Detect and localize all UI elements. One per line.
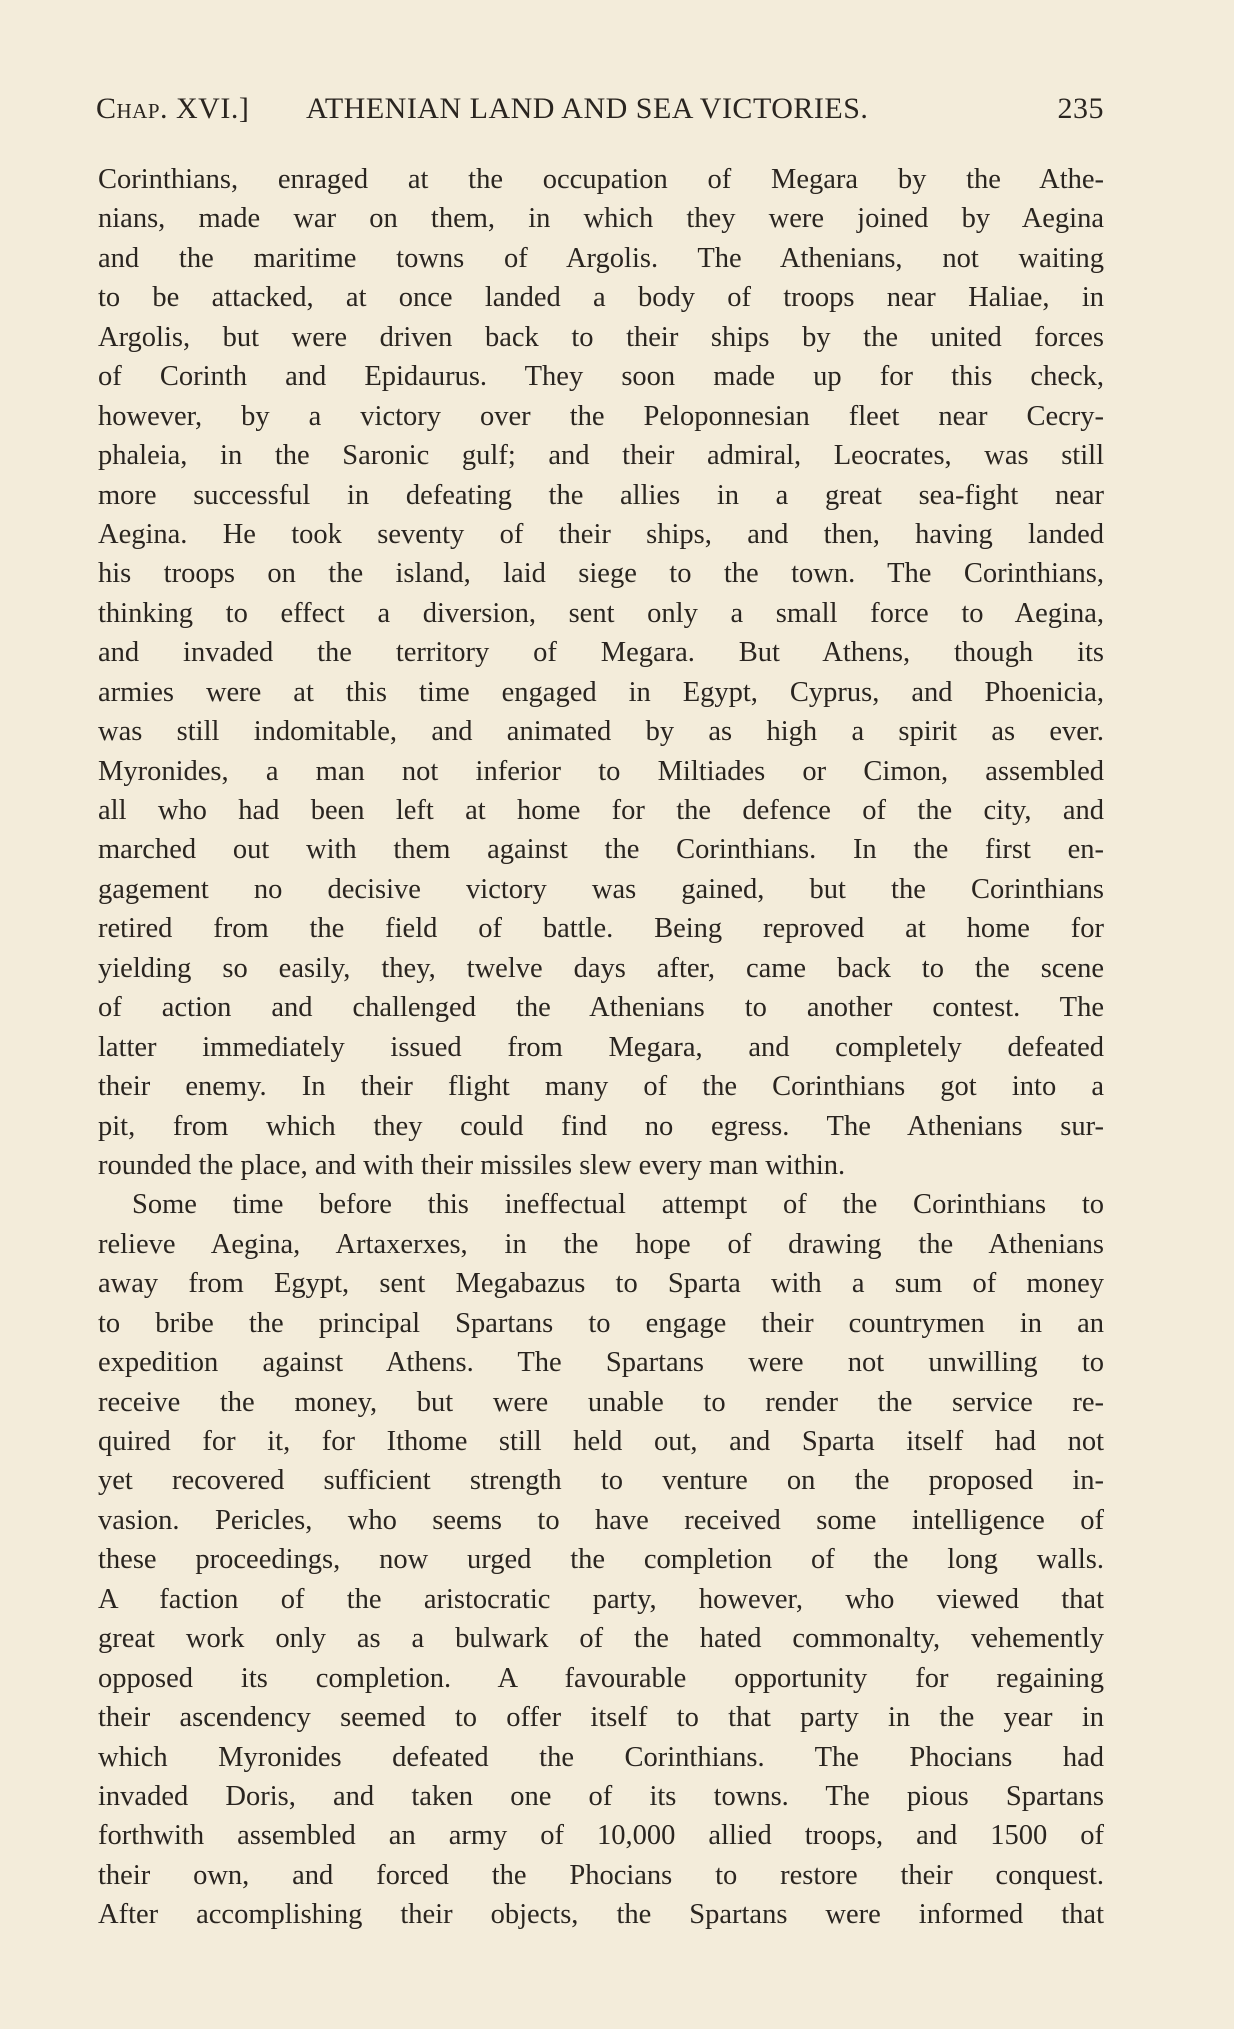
text-line: quired for it, for Ithome still held out, and Sparta itself had not bbox=[98, 1426, 1104, 1457]
text-line: latter immediately issued from Megara, and completely defeated bbox=[98, 1031, 1104, 1063]
chapter-label: Chap. XVI.] bbox=[96, 92, 250, 125]
text-line: Some time before this ineffectual attempt of the Corinthians to bbox=[132, 1189, 1104, 1221]
text-line: Myronides, a man not inferior to Miltiades or Cimon, assembled bbox=[98, 755, 1104, 787]
text-line: After accomplishing their objects, the Spartans were informed that bbox=[98, 1899, 1104, 1931]
text-line: retired from the field of battle. Being reproved at home for bbox=[98, 913, 1104, 945]
running-header bbox=[96, 92, 1104, 132]
text-line: of action and challenged the Athenians to another contest. The bbox=[98, 992, 1104, 1024]
text-line: thinking to effect a diversion, sent only a small force to Aegina, bbox=[98, 597, 1104, 629]
text-line: Argolis, but were driven back to their ships by the united forces bbox=[98, 321, 1104, 353]
text-line: marched out with them against the Corinthians. In the first en- bbox=[98, 834, 1104, 866]
text-line: their ascendency seemed to offer itself to that party in the year in bbox=[98, 1702, 1104, 1734]
text-line: was still indomitable, and animated by as high a spirit as ever. bbox=[98, 716, 1104, 748]
text-line: more successful in defeating the allies in a great sea-fight near bbox=[98, 479, 1104, 511]
text-line: however, by a victory over the Peloponnesian fleet near Cecry- bbox=[98, 400, 1104, 432]
text-line: Corinthians, enraged at the occupation of Megara by the Athe- bbox=[98, 164, 1104, 195]
text-line: these proceedings, now urged the completion of the long walls. bbox=[98, 1544, 1104, 1576]
text-line: yielding so easily, they, twelve days after, came back to the scene bbox=[98, 952, 1104, 984]
text-line: his troops on the island, laid siege to the town. The Corinthians, bbox=[98, 558, 1104, 590]
text-line: of Corinth and Epidaurus. They soon made up for this check, bbox=[98, 361, 1104, 393]
body-text bbox=[98, 160, 1104, 1935]
text-line: rounded the place, and with their missiles slew every man within. bbox=[98, 1149, 846, 1181]
text-line: to bribe the principal Spartans to engage their countrymen in an bbox=[98, 1307, 1104, 1339]
header-title: ATHENIAN LAND AND SEA VICTORIES. bbox=[306, 92, 869, 125]
text-line: their enemy. In their flight many of the Corinthians got into a bbox=[98, 1071, 1104, 1103]
text-line: and invaded the territory of Megara. But Athens, though its bbox=[98, 637, 1104, 669]
text-line: phaleia, in the Saronic gulf; and their admiral, Leocrates, was still bbox=[98, 440, 1104, 472]
text-line: yet recovered sufficient strength to venture on the proposed in- bbox=[98, 1465, 1104, 1497]
text-line: all who had been left at home for the defence of the city, and bbox=[98, 795, 1104, 826]
text-line: nians, made war on them, in which they were joined by Aegina bbox=[98, 203, 1104, 235]
text-line: away from Egypt, sent Megabazus to Sparta with a sum of money bbox=[98, 1268, 1104, 1300]
text-line: and the maritime towns of Argolis. The Athenians, not waiting bbox=[98, 242, 1104, 274]
text-line: forthwith assembled an army of 10,000 allied troops, and 1500 of bbox=[98, 1820, 1104, 1852]
text-line: which Myronides defeated the Corinthians. The Phocians had bbox=[98, 1741, 1104, 1773]
text-line: A faction of the aristocratic party, however, who viewed that bbox=[98, 1583, 1104, 1615]
text-line: opposed its completion. A favourable opportunity for regaining bbox=[98, 1662, 1104, 1694]
text-line: Aegina. He took seventy of their ships, and then, having landed bbox=[98, 518, 1104, 550]
text-line: relieve Aegina, Artaxerxes, in the hope of drawing the Athenians bbox=[98, 1228, 1104, 1260]
text-line: their own, and forced the Phocians to restore their conquest. bbox=[98, 1859, 1104, 1891]
text-line: expedition against Athens. The Spartans were not unwilling to bbox=[98, 1347, 1104, 1379]
text-line: armies were at this time engaged in Egypt, Cyprus, and Phoenicia, bbox=[98, 676, 1104, 708]
text-line: gagement no decisive victory was gained, but the Corinthians bbox=[98, 873, 1104, 905]
text-line: vasion. Pericles, who seems to have received some intelligence of bbox=[98, 1504, 1104, 1536]
text-line: to be attacked, at once landed a body of troops near Haliae, in bbox=[98, 282, 1104, 314]
page-number: 235 bbox=[1057, 92, 1104, 125]
text-line: receive the money, but were unable to render the service re- bbox=[98, 1386, 1104, 1418]
text-line: pit, from which they could find no egress. The Athenians sur- bbox=[98, 1110, 1104, 1142]
text-line: invaded Doris, and taken one of its towns. The pious Spartans bbox=[98, 1780, 1104, 1812]
text-line: great work only as a bulwark of the hated commonalty, vehemently bbox=[98, 1623, 1104, 1655]
